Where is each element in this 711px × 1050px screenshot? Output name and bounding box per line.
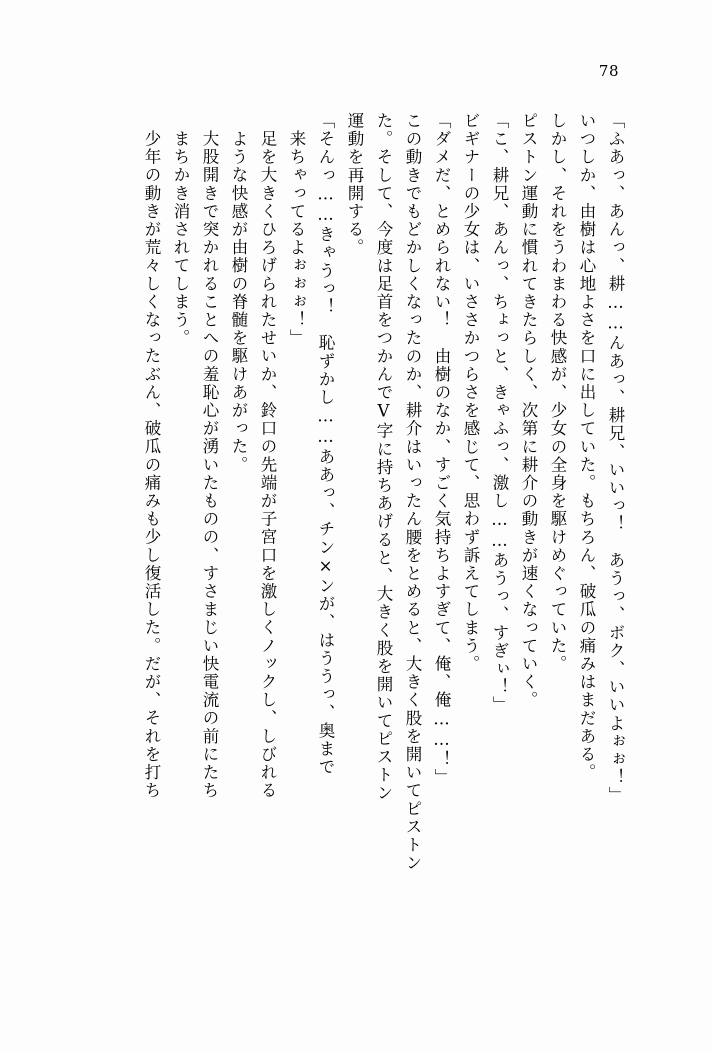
text-column: 「ダメだ、とめられない！ 由樹のなか、すごく気持ちよすぎて、俺、俺……！」 — [432, 112, 451, 787]
page-number: 78 — [598, 62, 619, 80]
text-column: 「こ、耕兄、あんっ、ちょっと、きゃふっ、激し……あうっ、すぎぃ！」 — [490, 112, 509, 715]
text-column: いつしか、由樹は心地よさを口に出していた。もちろん、破瓜の痛みはまだある。 — [577, 112, 596, 782]
text-column: ピストン運動に慣れてきたらしく、次第に耕介の動きが速くなっていく。 — [519, 112, 538, 710]
text-column: 来ちゃってるよぉぉぉ！」 — [287, 130, 306, 348]
text-column: 運動を再開する。 — [345, 112, 364, 257]
text-column: ような快感が由樹の脊髄を駆けあがった。 — [229, 130, 248, 474]
text-column: まちかき消されてしまう。 — [171, 130, 190, 348]
text-column: た。そして、今度は足首をつかんでV字に持ちあげると、大きく股を開いてピストン — [374, 112, 393, 803]
text-column: しかし、それをうわまわる快感が、少女の全身を駆けめぐっていた。 — [548, 112, 567, 674]
text-column: 足を大きくひろげられたせいか、鈴口の先端が子宮口を激しくノックし、しびれる — [258, 130, 277, 800]
text-column: この動きでもどかしくなったのか、耕介はいったん腰をとめると、大きく股を開いてピストン — [403, 112, 422, 873]
text-column: 大股開きで突かれることへの羞恥心が湧いたものの、すさまじい快電流の前にたち — [200, 130, 219, 800]
text-column: ビギナーの少女は、いささかつらさを感じて、思わず訴えてしまう。 — [461, 112, 480, 674]
vertical-text-body — [78, 112, 623, 990]
text-column: 少年の動きが荒々しくなったぶん、破瓜の痛みも少し復活した。だが、それを打ち — [142, 130, 161, 800]
text-column: 「ふあっ、あんっ、耕……んあっ、耕兄、いいっ！ あうっ、ボク、いいよぉぉ！」 — [606, 112, 625, 805]
text-column: 「そんっ……きゃうっ！ 恥ずかし……ああっ、チン×ンが、はううっ、奥まで — [316, 112, 335, 777]
